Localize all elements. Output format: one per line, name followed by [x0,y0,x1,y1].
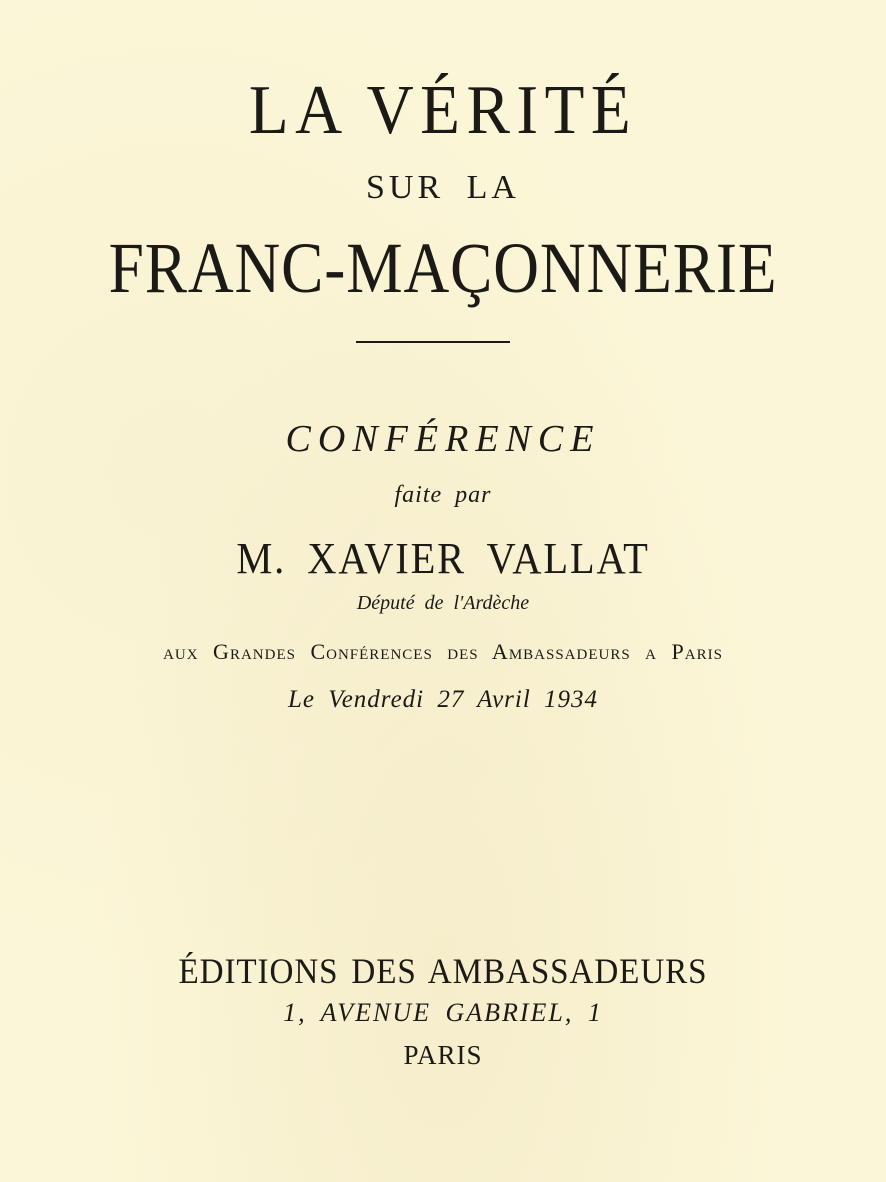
title-line-3: FRANC-MAÇONNERIE [108,228,778,308]
publisher-address: 1, AVENUE GABRIEL, 1 [283,998,603,1027]
author-role: Député de l'Ardèche [356,592,530,614]
title-line-1: LA VÉRITÉ [248,72,638,149]
subtitle-conference: CONFÉRENCE [285,418,601,460]
by-line: faite par [394,482,492,508]
title-divider-rule [356,341,510,343]
publisher-name: ÉDITIONS DES AMBASSADEURS [178,951,708,991]
venue-line: aux Grandes Conférences des Ambassadeurs a Paris [163,639,723,664]
title-line-2: SUR LA [366,169,520,206]
date-line: Le Vendredi 27 Avril 1934 [287,686,599,713]
author-name: M. XAVIER VALLAT [236,534,650,583]
publisher-city: PARIS [403,1040,483,1070]
